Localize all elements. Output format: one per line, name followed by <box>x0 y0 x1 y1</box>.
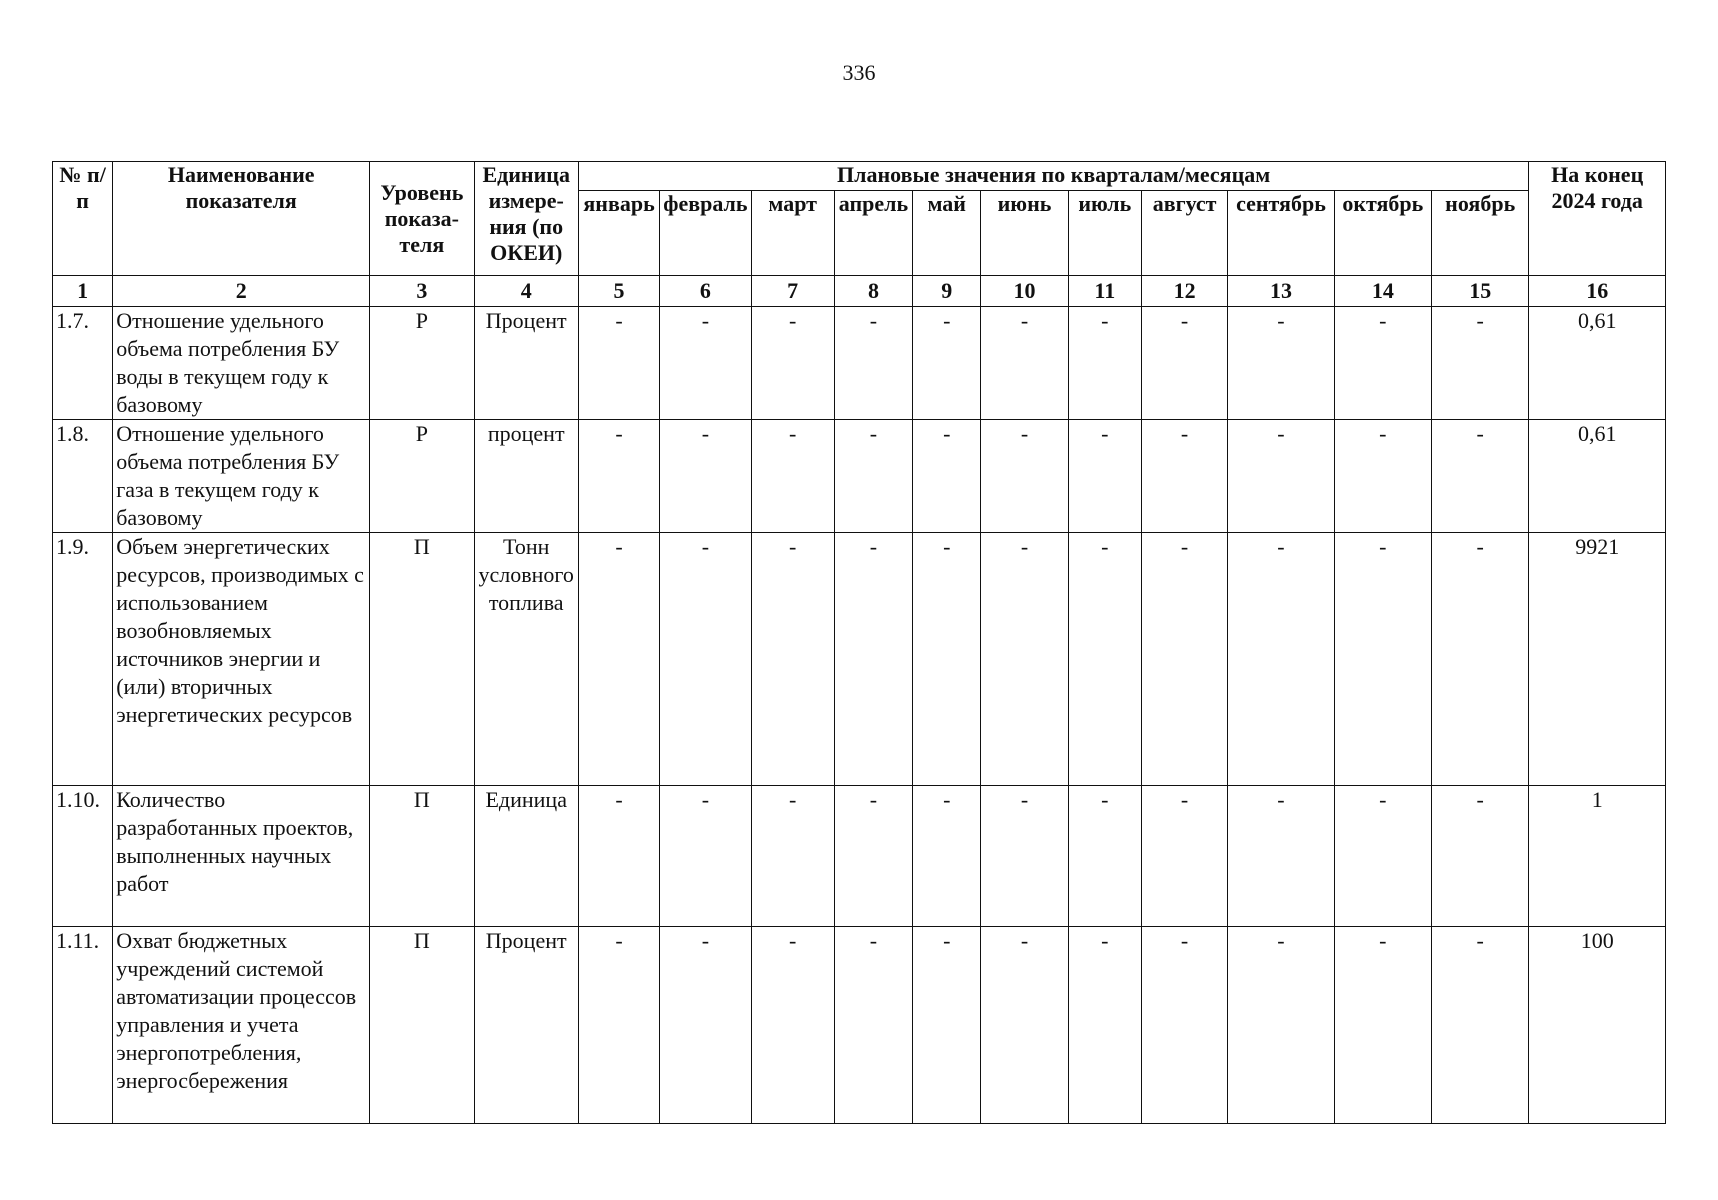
month-value: - <box>1334 307 1431 420</box>
month-value: - <box>1334 927 1431 1124</box>
month-value: - <box>660 307 751 420</box>
page-number: 336 <box>842 60 876 85</box>
column-number: 14 <box>1334 276 1431 307</box>
indicator-level: П <box>370 533 474 786</box>
column-number: 3 <box>370 276 474 307</box>
month-value: - <box>981 307 1068 420</box>
year-end-value: 100 <box>1529 927 1666 1124</box>
month-value: - <box>751 420 834 533</box>
header-no: № п/п <box>53 162 113 276</box>
month-value: - <box>1432 420 1529 533</box>
month-value: - <box>578 307 659 420</box>
month-value: - <box>660 533 751 786</box>
indicator-name: Объем энергетических ресурсов, производимых с использованием возобновляемых источников энергии и (или) вторичных энергетических ресурсов <box>113 533 370 786</box>
month-value: - <box>834 786 912 927</box>
month-value: - <box>578 533 659 786</box>
table-body <box>53 307 1666 1124</box>
row-number: 1.10. <box>53 786 113 927</box>
unit-of-measure: Процент <box>474 307 578 420</box>
column-number: 5 <box>578 276 659 307</box>
indicator-name: Отношение удельного объема потребления БУ воды в текущем году к базовому <box>113 307 370 420</box>
month-value: - <box>660 786 751 927</box>
month-value: - <box>834 420 912 533</box>
year-end-value: 1 <box>1529 786 1666 927</box>
month-value: - <box>913 927 981 1124</box>
month-value: - <box>1068 307 1141 420</box>
header-unit: Единица измере-ния (по ОКЕИ) <box>474 162 578 276</box>
month-value: - <box>1334 420 1431 533</box>
table-header <box>53 162 1666 307</box>
month-value: - <box>1432 927 1529 1124</box>
column-number: 10 <box>981 276 1068 307</box>
year-end-value: 0,61 <box>1529 420 1666 533</box>
month-header: январь <box>578 191 659 276</box>
month-value: - <box>578 420 659 533</box>
column-number: 2 <box>113 276 370 307</box>
indicator-name: Отношение удельного объема потребления БУ газа в текущем году к базовому <box>113 420 370 533</box>
month-value: - <box>834 307 912 420</box>
table-row <box>53 786 1666 927</box>
month-header: апрель <box>834 191 912 276</box>
month-value: - <box>1068 533 1141 786</box>
month-value: - <box>1432 533 1529 786</box>
header-total: На конец 2024 года <box>1529 162 1666 276</box>
month-value: - <box>1068 786 1141 927</box>
month-value: - <box>751 307 834 420</box>
month-value: - <box>1228 307 1334 420</box>
month-value: - <box>913 420 981 533</box>
month-value: - <box>1141 420 1227 533</box>
column-number: 16 <box>1529 276 1666 307</box>
column-number: 6 <box>660 276 751 307</box>
month-header: июнь <box>981 191 1068 276</box>
column-number: 7 <box>751 276 834 307</box>
year-end-value: 9921 <box>1529 533 1666 786</box>
month-header: сентябрь <box>1228 191 1334 276</box>
month-value: - <box>834 927 912 1124</box>
month-value: - <box>1068 420 1141 533</box>
month-value: - <box>578 786 659 927</box>
header-level: Уровень показа-теля <box>370 162 474 276</box>
header-plan: Плановые значения по кварталам/месяцам <box>578 162 1528 191</box>
month-value: - <box>913 533 981 786</box>
month-header: октябрь <box>1334 191 1431 276</box>
month-value: - <box>751 533 834 786</box>
row-number: 1.8. <box>53 420 113 533</box>
indicator-level: П <box>370 786 474 927</box>
column-number: 11 <box>1068 276 1141 307</box>
month-value: - <box>1334 533 1431 786</box>
indicator-level: П <box>370 927 474 1124</box>
plan-table <box>52 161 1666 1124</box>
month-value: - <box>1228 533 1334 786</box>
indicator-name: Количество разработанных проектов, выполненных научных работ <box>113 786 370 927</box>
month-value: - <box>1228 786 1334 927</box>
month-header: ноябрь <box>1432 191 1529 276</box>
month-value: - <box>1228 927 1334 1124</box>
month-value: - <box>578 927 659 1124</box>
month-value: - <box>981 420 1068 533</box>
column-number: 15 <box>1432 276 1529 307</box>
column-number: 12 <box>1141 276 1227 307</box>
table-row <box>53 927 1666 1124</box>
row-number: 1.9. <box>53 533 113 786</box>
month-value: - <box>1228 420 1334 533</box>
indicator-level: Р <box>370 307 474 420</box>
month-value: - <box>913 786 981 927</box>
table-row <box>53 533 1666 786</box>
row-number: 1.11. <box>53 927 113 1124</box>
month-value: - <box>981 927 1068 1124</box>
table-row <box>53 420 1666 533</box>
month-value: - <box>751 927 834 1124</box>
year-end-value: 0,61 <box>1529 307 1666 420</box>
month-value: - <box>1141 307 1227 420</box>
column-number-row <box>53 276 1666 307</box>
month-value: - <box>834 533 912 786</box>
column-number: 1 <box>53 276 113 307</box>
unit-of-measure: Единица <box>474 786 578 927</box>
month-value: - <box>913 307 981 420</box>
month-header: март <box>751 191 834 276</box>
month-value: - <box>660 420 751 533</box>
month-value: - <box>981 533 1068 786</box>
month-value: - <box>981 786 1068 927</box>
unit-of-measure: Тонн условного топлива <box>474 533 578 786</box>
month-header: май <box>913 191 981 276</box>
month-value: - <box>1432 307 1529 420</box>
month-value: - <box>1141 927 1227 1124</box>
month-value: - <box>1432 786 1529 927</box>
header-name: Наименование показателя <box>113 162 370 276</box>
table-row <box>53 307 1666 420</box>
indicator-level: Р <box>370 420 474 533</box>
month-header: февраль <box>660 191 751 276</box>
column-number: 8 <box>834 276 912 307</box>
month-value: - <box>1141 533 1227 786</box>
month-value: - <box>1141 786 1227 927</box>
month-value: - <box>1334 786 1431 927</box>
month-value: - <box>751 786 834 927</box>
column-number: 13 <box>1228 276 1334 307</box>
month-value: - <box>660 927 751 1124</box>
unit-of-measure: процент <box>474 420 578 533</box>
unit-of-measure: Процент <box>474 927 578 1124</box>
column-number: 9 <box>913 276 981 307</box>
column-number: 4 <box>474 276 578 307</box>
month-value: - <box>1068 927 1141 1124</box>
row-number: 1.7. <box>53 307 113 420</box>
month-header: июль <box>1068 191 1141 276</box>
indicator-name: Охват бюджетных учреждений системой автоматизации процессов управления и учета энергопотребления, энергосбережения <box>113 927 370 1124</box>
month-header: август <box>1141 191 1227 276</box>
